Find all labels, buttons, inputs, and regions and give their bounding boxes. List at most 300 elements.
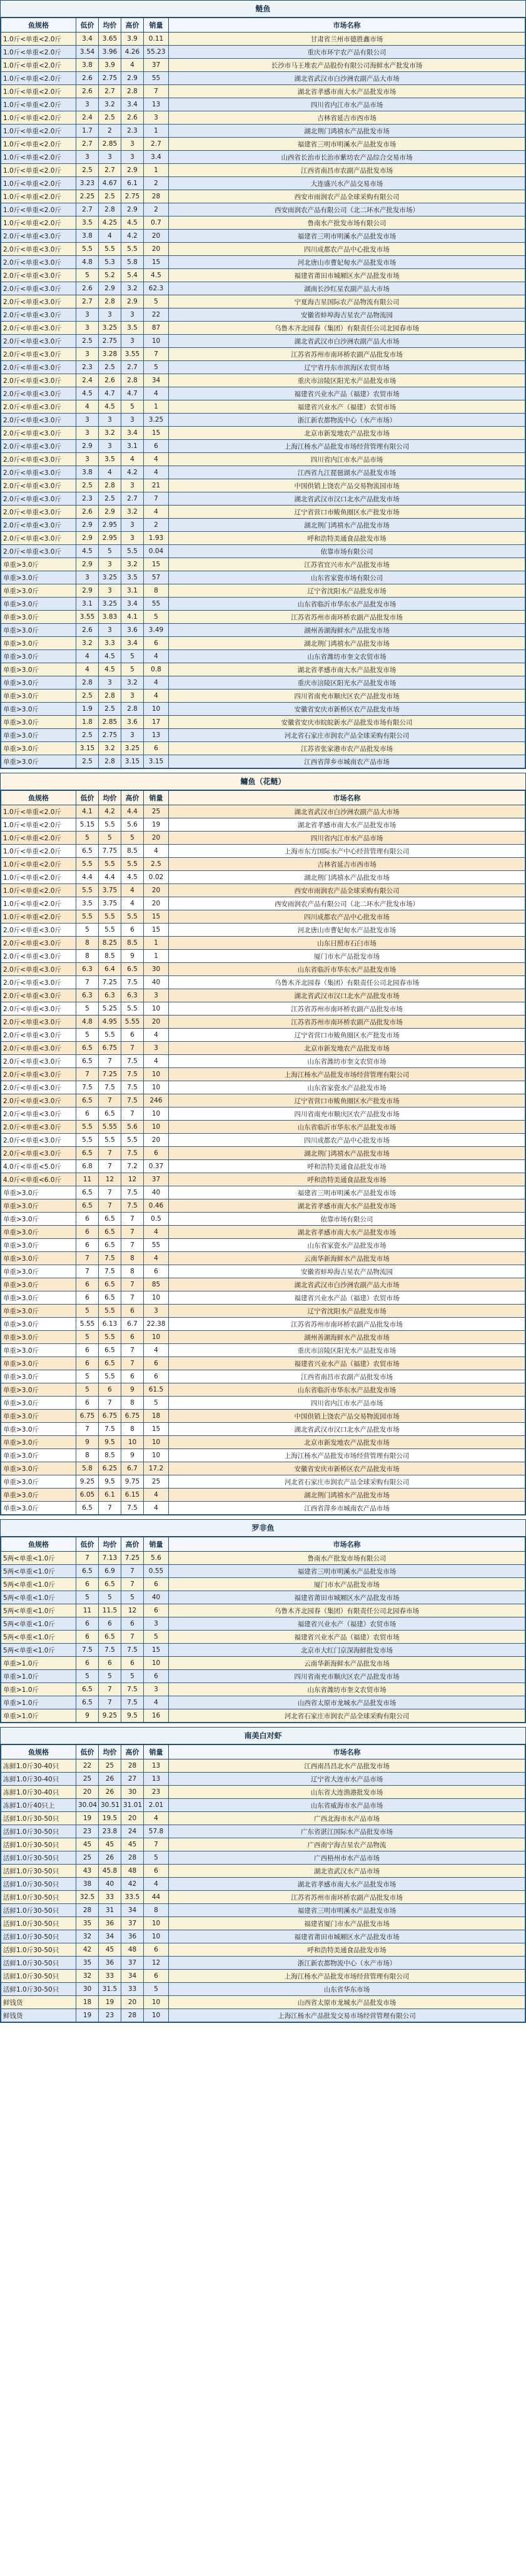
table-row: [1, 1357, 525, 1370]
cell-market: 四川省内江市水产品市场: [169, 453, 525, 466]
cell-low: 20: [76, 1786, 99, 1799]
cell-avg: 4.5: [99, 663, 121, 676]
table-row: [1, 1865, 525, 1878]
table-row: [1, 1604, 525, 1617]
cell-avg: 5.5: [99, 1331, 121, 1344]
cell-avg: 5.3: [99, 256, 121, 269]
cell-spec: 单重>3.0斤: [1, 598, 76, 611]
cell-avg: 3.96: [99, 46, 121, 59]
cell-spec: 冻鲜1.0斤30-40只: [1, 1759, 76, 1773]
table-row: [1, 937, 525, 950]
cell-vol: 10: [144, 1930, 169, 1943]
cell-low: 43: [76, 1865, 99, 1878]
cell-spec: 单重>3.0斤: [1, 611, 76, 624]
cell-market: 宁夏海吉星国际农产品物流有限公司: [169, 295, 525, 308]
cell-vol: 40: [144, 1591, 169, 1604]
cell-high: 3.2: [121, 558, 144, 571]
cell-vol: 5: [144, 611, 169, 624]
cell-vol: 4: [144, 466, 169, 479]
cell-market: 湖北省武汉市白沙洲农副产品大市场: [169, 335, 525, 348]
cell-avg: 4.67: [99, 177, 121, 190]
cell-avg: 6.5: [99, 1631, 121, 1644]
cell-vol: 0.8: [144, 663, 169, 676]
cell-market: 中国供销上饶农产品交易物流园市场: [169, 479, 525, 492]
cell-high: 6: [121, 1029, 144, 1042]
cell-market: 湖北省武汉市白沙洲农副产品大市场: [169, 72, 525, 85]
cell-avg: 6.75: [99, 1042, 121, 1055]
cell-high: 20: [121, 1996, 144, 2009]
cell-market: 湖北荆门鸿禧水产品批发市场: [169, 519, 525, 532]
cell-high: 3.25: [121, 742, 144, 755]
cell-market: 北京市大红门京深海鲜批发市场: [169, 1644, 525, 1657]
cell-low: 6.5: [76, 1696, 99, 1709]
cell-market: 西安雨润农产品有限公司（北二环水产批发市场）: [169, 897, 525, 910]
cell-avg: 5: [99, 1591, 121, 1604]
cell-avg: 2.85: [99, 138, 121, 151]
cell-avg: 3: [99, 151, 121, 164]
cell-vol: 2: [144, 177, 169, 190]
cell-avg: 3.2: [99, 427, 121, 440]
cell-spec: 2.0斤<单重<3.0斤: [1, 1107, 76, 1121]
cell-vol: 4: [144, 1878, 169, 1891]
cell-vol: 4: [144, 650, 169, 663]
table-row: [1, 1173, 525, 1186]
cell-high: 7.5: [121, 1147, 144, 1160]
cell-vol: 30: [144, 963, 169, 976]
cell-low: 4.4: [76, 871, 99, 884]
cell-low: 5: [76, 1383, 99, 1397]
cell-low: 5: [76, 1002, 99, 1016]
cell-market: 福建省三明市明溪水产品批发市场: [169, 1904, 525, 1917]
cell-avg: 6.25: [99, 1462, 121, 1475]
cell-spec: 2.0斤<单重<3.0斤: [1, 256, 76, 269]
cell-market: 广西北海市水产品市场: [169, 1812, 525, 1825]
cell-avg: 7.5: [99, 1423, 121, 1436]
table-row: [1, 190, 525, 203]
cell-avg: 23: [99, 2009, 121, 2022]
column-header-market: 市场名称: [169, 791, 525, 805]
table-row: [1, 1565, 525, 1578]
cell-low: 7.5: [76, 1081, 99, 1094]
cell-high: 7.5: [121, 976, 144, 989]
cell-market: 山东日照市石臼市场: [169, 937, 525, 950]
cell-high: 5.6: [121, 1121, 144, 1134]
cell-market: 山东省临沂市华东水产品批发市场: [169, 963, 525, 976]
table-row: [1, 1252, 525, 1265]
cell-low: 18: [76, 1996, 99, 2009]
table-row: [1, 818, 525, 832]
cell-avg: 3.2: [99, 742, 121, 755]
cell-avg: 6.13: [99, 1318, 121, 1331]
cell-vol: 7: [144, 1838, 169, 1851]
table-row: [1, 282, 525, 295]
cell-spec: 单重>1.0斤: [1, 1709, 76, 1723]
section-title: 鳙鱼（花鲢）: [1, 773, 525, 790]
cell-avg: 6.5: [99, 1578, 121, 1591]
cell-vol: 22.38: [144, 1318, 169, 1331]
cell-high: 5.5: [121, 243, 144, 256]
cell-market: 湖北荆门鸿禧水产品批发市场: [169, 125, 525, 138]
cell-market: 湖北省孝感市南大水产品批发市场: [169, 1878, 525, 1891]
table-header-row: [1, 791, 525, 805]
cell-market: 湖北省武汉市汉口北水产品批发市场: [169, 492, 525, 506]
cell-vol: 22: [144, 308, 169, 322]
cell-spec: 5两<单重<1.0斤: [1, 1631, 76, 1644]
cell-low: 1.8: [76, 716, 99, 729]
cell-high: 5: [121, 400, 144, 414]
cell-avg: 7.13: [99, 1552, 121, 1565]
cell-high: 9.5: [121, 1709, 144, 1723]
table-row: [1, 1160, 525, 1173]
cell-high: 6: [121, 1331, 144, 1344]
cell-low: 6: [76, 1239, 99, 1252]
cell-market: 湖北省武汉市汉口北水产品批发市场: [169, 989, 525, 1002]
cell-spec: 单重>3.0斤: [1, 1186, 76, 1199]
cell-vol: 25: [144, 805, 169, 818]
cell-spec: 1.0斤<单重<2.0斤: [1, 884, 76, 897]
cell-vol: 13: [144, 1773, 169, 1786]
cell-spec: 5两<单重<1.0斤: [1, 1565, 76, 1578]
cell-vol: 1: [144, 164, 169, 177]
cell-low: 2.9: [76, 584, 99, 598]
cell-low: 2.9: [76, 440, 99, 453]
cell-low: 28: [76, 1904, 99, 1917]
cell-high: 5.5: [121, 910, 144, 924]
cell-market: 江苏省苏州市南环桥农副产品批发市场: [169, 1002, 525, 1016]
cell-vol: 87: [144, 322, 169, 335]
table-row: [1, 1147, 525, 1160]
cell-low: 3: [76, 151, 99, 164]
cell-vol: 15: [144, 558, 169, 571]
cell-spec: 1.0斤<单重<2.0斤: [1, 845, 76, 858]
cell-low: 5.5: [76, 1134, 99, 1147]
table-row: [1, 1186, 525, 1199]
cell-spec: 单重>3.0斤: [1, 1383, 76, 1397]
cell-low: 4: [76, 400, 99, 414]
cell-spec: 4.0斤<单重<5.0斤: [1, 1160, 76, 1173]
cell-market: 北京市新发地农产品批发市场: [169, 1042, 525, 1055]
table-row: [1, 1213, 525, 1226]
cell-low: 6: [76, 1278, 99, 1291]
cell-vol: 4.5: [144, 269, 169, 282]
cell-vol: 15: [144, 1644, 169, 1657]
cell-low: 3: [76, 571, 99, 584]
cell-market: 厦门市水产品批发市场: [169, 950, 525, 963]
cell-market: 上海江杨水产品批发市场经营管理有限公司: [169, 1449, 525, 1462]
table-row: [1, 1917, 525, 1930]
cell-market: 湖北省孝感市南大水产品批发市场: [169, 1199, 525, 1213]
table-row: [1, 858, 525, 871]
cell-low: 5.15: [76, 818, 99, 832]
cell-vol: 20: [144, 230, 169, 243]
cell-vol: 10: [144, 1436, 169, 1449]
table-header-row: [1, 1745, 525, 1759]
cell-high: 6.5: [121, 963, 144, 976]
column-header-spec: 鱼规格: [1, 18, 76, 33]
cell-avg: 6.9: [99, 1565, 121, 1578]
cell-low: 3.23: [76, 177, 99, 190]
cell-spec: 单重>3.0斤: [1, 650, 76, 663]
cell-avg: 7.75: [99, 845, 121, 858]
cell-spec: 单重>3.0斤: [1, 558, 76, 571]
cell-high: 3.5: [121, 322, 144, 335]
cell-market: 江苏省苏州市南环桥农副产品批发市场: [169, 1891, 525, 1904]
cell-avg: 4: [99, 230, 121, 243]
cell-avg: 36: [99, 1917, 121, 1930]
cell-high: 5.5: [121, 858, 144, 871]
column-header-high: 高价: [121, 791, 144, 805]
cell-spec: 单重>3.0斤: [1, 1502, 76, 1515]
cell-vol: 12: [144, 1957, 169, 1970]
cell-high: 5: [121, 1591, 144, 1604]
cell-low: 6: [76, 1344, 99, 1357]
cell-spec: 2.0斤<单重<3.0斤: [1, 1094, 76, 1107]
cell-high: 8: [121, 1252, 144, 1265]
cell-vol: 0.37: [144, 1160, 169, 1173]
cell-high: 5: [121, 1670, 144, 1683]
table-row: [1, 584, 525, 598]
cell-avg: 6.5: [99, 1213, 121, 1226]
table-row: [1, 33, 525, 46]
cell-vol: 3: [144, 1042, 169, 1055]
cell-avg: 6.5: [99, 1344, 121, 1357]
cell-avg: 5.5: [99, 243, 121, 256]
cell-avg: 2.95: [99, 532, 121, 545]
cell-market: 河北唐山市曹妃甸水产品批发市场: [169, 924, 525, 937]
cell-market: 江苏省苏州市南环桥农副产品批发市场: [169, 1016, 525, 1029]
table-row: [1, 519, 525, 532]
cell-avg: 7: [99, 1199, 121, 1213]
cell-avg: 3: [99, 440, 121, 453]
cell-market: 福建省莆田市城厢区水产品批发市场: [169, 1591, 525, 1604]
table-row: [1, 624, 525, 637]
cell-vol: 18: [144, 1410, 169, 1423]
cell-low: 7.5: [76, 1644, 99, 1657]
cell-high: 6.7: [121, 1318, 144, 1331]
cell-avg: 2.7: [99, 85, 121, 98]
table-row: [1, 125, 525, 138]
cell-avg: 45: [99, 1838, 121, 1851]
cell-spec: 1.0斤<单重<2.0斤: [1, 111, 76, 125]
cell-low: 3: [76, 308, 99, 322]
table-row: [1, 46, 525, 59]
cell-high: 45: [121, 1838, 144, 1851]
cell-market: 上海市东方国际水产中心经营管理有限公司: [169, 845, 525, 858]
cell-low: 2.3: [76, 492, 99, 506]
cell-high: 5.5: [121, 545, 144, 558]
cell-market: 山西省太原市龙城水产品批发市场: [169, 1696, 525, 1709]
column-header-market: 市场名称: [169, 1537, 525, 1552]
cell-low: 6.5: [76, 1186, 99, 1199]
cell-vol: 21: [144, 479, 169, 492]
cell-low: 6.5: [76, 1042, 99, 1055]
cell-market: 上海江杨水产品批发市场经营管理有限公司: [169, 1970, 525, 1983]
cell-market: 江苏省苏州市南环桥农副产品批发市场: [169, 611, 525, 624]
table-row: [1, 637, 525, 650]
cell-market: 辽宁省营口市鲅鱼圈区水产批发市场: [169, 1094, 525, 1107]
cell-low: 7: [76, 1552, 99, 1565]
cell-avg: 6.5: [99, 1278, 121, 1291]
cell-market: 湖北省武汉水产品市场: [169, 1865, 525, 1878]
cell-vol: 19: [144, 818, 169, 832]
cell-market: 云南华新海鲜水产品批发市场: [169, 1657, 525, 1670]
cell-high: 3.5: [121, 571, 144, 584]
cell-low: 3.54: [76, 46, 99, 59]
table-row: [1, 1943, 525, 1957]
cell-spec: 单重>3.0斤: [1, 1357, 76, 1370]
cell-avg: 3.65: [99, 33, 121, 46]
cell-spec: 单重>3.0斤: [1, 637, 76, 650]
cell-spec: 2.0斤<单重<3.0斤: [1, 976, 76, 989]
cell-high: 3: [121, 690, 144, 703]
column-header-spec: 鱼规格: [1, 1537, 76, 1552]
table-row: [1, 1278, 525, 1291]
cell-low: 6: [76, 1357, 99, 1370]
cell-spec: 2.0斤<单重<3.0斤: [1, 1134, 76, 1147]
cell-high: 6: [121, 1370, 144, 1383]
cell-low: 2.5: [76, 164, 99, 177]
cell-vol: 3: [144, 1305, 169, 1318]
cell-market: 乌鲁木齐北园春（集团）有限责任公司北园春市场: [169, 1604, 525, 1617]
table-row: [1, 1696, 525, 1709]
cell-spec: 2.0斤<单重<3.0斤: [1, 532, 76, 545]
table-row: [1, 755, 525, 768]
cell-high: 2.7: [121, 361, 144, 374]
table-row: [1, 845, 525, 858]
table-row: [1, 1397, 525, 1410]
cell-spec: 单重>3.0斤: [1, 676, 76, 690]
cell-avg: 6.5: [99, 1291, 121, 1305]
cell-market: 四川省内江市水产品市场: [169, 832, 525, 845]
cell-market: 广东省湛江国际水产品批发市场: [169, 1825, 525, 1838]
cell-low: 2.9: [76, 532, 99, 545]
cell-vol: 4: [144, 453, 169, 466]
table-row: [1, 1318, 525, 1331]
cell-low: 30.04: [76, 1799, 99, 1812]
cell-spec: 1.0斤<单重<2.0斤: [1, 858, 76, 871]
table-row: [1, 85, 525, 98]
cell-market: 安徽省安庆市新桥区农产品批发市场: [169, 703, 525, 716]
table-row: [1, 571, 525, 584]
cell-spec: 2.0斤<单重<3.0斤: [1, 545, 76, 558]
cell-market: 山东省潍坊市奎文农贸市场: [169, 650, 525, 663]
table-row: [1, 1068, 525, 1081]
cell-low: 2.7: [76, 203, 99, 216]
cell-vol: 0.5: [144, 1213, 169, 1226]
cell-high: 9.75: [121, 1475, 144, 1489]
cell-high: 7: [121, 1213, 144, 1226]
cell-low: 3.55: [76, 611, 99, 624]
cell-market: 山西省长治市长治市紫坊农产品综合交易市场: [169, 151, 525, 164]
cell-high: 7: [121, 1239, 144, 1252]
cell-low: 2.5: [76, 729, 99, 742]
cell-avg: 6.3: [99, 989, 121, 1002]
table-row: [1, 111, 525, 125]
cell-spec: 1.0斤<单重<2.0斤: [1, 216, 76, 230]
table-row: [1, 1670, 525, 1683]
cell-low: 6.3: [76, 963, 99, 976]
table-row: [1, 1709, 525, 1723]
cell-avg: 5.5: [99, 910, 121, 924]
cell-low: 2.6: [76, 506, 99, 519]
cell-vol: 3.49: [144, 624, 169, 637]
cell-low: 6.5: [76, 1683, 99, 1696]
cell-spec: 单重>1.0斤: [1, 1683, 76, 1696]
cell-vol: 3: [144, 111, 169, 125]
cell-vol: 15: [144, 1423, 169, 1436]
cell-spec: 单重>3.0斤: [1, 690, 76, 703]
cell-avg: 3: [99, 624, 121, 637]
column-header-low: 低价: [76, 791, 99, 805]
table-row: [1, 910, 525, 924]
cell-high: 2.3: [121, 125, 144, 138]
table-row: [1, 832, 525, 845]
cell-avg: 45.8: [99, 1865, 121, 1878]
cell-market: 安徽省蚌埠海吉星农产品物流园: [169, 308, 525, 322]
cell-vol: 2: [144, 203, 169, 216]
cell-high: 3.4: [121, 98, 144, 111]
cell-vol: 15: [144, 256, 169, 269]
cell-avg: 4.4: [99, 871, 121, 884]
cell-market: 山东省潍坊市奎文农贸市场: [169, 1055, 525, 1068]
cell-avg: 2.5: [99, 111, 121, 125]
cell-avg: 5.25: [99, 1002, 121, 1016]
cell-low: 2.4: [76, 111, 99, 125]
cell-avg: 7.25: [99, 1068, 121, 1081]
cell-vol: 2: [144, 519, 169, 532]
cell-high: 28: [121, 1851, 144, 1865]
cell-avg: 2.95: [99, 519, 121, 532]
cell-high: 6: [121, 1617, 144, 1631]
cell-vol: 5: [144, 1983, 169, 1996]
cell-market: 山东省大连渔港批发市场: [169, 1786, 525, 1799]
table-row: [1, 1383, 525, 1397]
column-header-low: 低价: [76, 1745, 99, 1759]
cell-low: 7: [76, 1423, 99, 1436]
cell-spec: 1.0斤<单重<2.0斤: [1, 138, 76, 151]
cell-spec: 2.0斤<单重<3.0斤: [1, 950, 76, 963]
cell-spec: 单重>3.0斤: [1, 1423, 76, 1436]
cell-vol: 37: [144, 1173, 169, 1186]
cell-spec: 2.0斤<单重<3.0斤: [1, 335, 76, 348]
cell-market: 西安雨润农产品有限公司（北二环水产批发市场）: [169, 203, 525, 216]
cell-spec: 2.0斤<单重<3.0斤: [1, 989, 76, 1002]
cell-spec: 单重>3.0斤: [1, 1331, 76, 1344]
cell-avg: 9.5: [99, 1436, 121, 1449]
cell-spec: 2.0斤<单重<3.0斤: [1, 308, 76, 322]
cell-high: 4.5: [121, 871, 144, 884]
cell-market: 大连盛兴水产品交易市场: [169, 177, 525, 190]
cell-low: 30: [76, 1983, 99, 1996]
cell-avg: 3.5: [99, 453, 121, 466]
cell-vol: 20: [144, 1134, 169, 1147]
cell-high: 5.8: [121, 256, 144, 269]
cell-high: 3.2: [121, 282, 144, 295]
cell-low: 6: [76, 1397, 99, 1410]
cell-avg: 26: [99, 1851, 121, 1865]
cell-vol: 2.5: [144, 858, 169, 871]
cell-spec: 2.0斤<单重<3.0斤: [1, 963, 76, 976]
cell-spec: 1.0斤<单重<2.0斤: [1, 72, 76, 85]
cell-low: 6.3: [76, 989, 99, 1002]
table-row: [1, 335, 525, 348]
table-row: [1, 466, 525, 479]
cell-avg: 6: [99, 1383, 121, 1397]
cell-high: 3.4: [121, 427, 144, 440]
cell-vol: 4: [144, 1812, 169, 1825]
table-row: [1, 1786, 525, 1799]
cell-avg: 5: [99, 545, 121, 558]
